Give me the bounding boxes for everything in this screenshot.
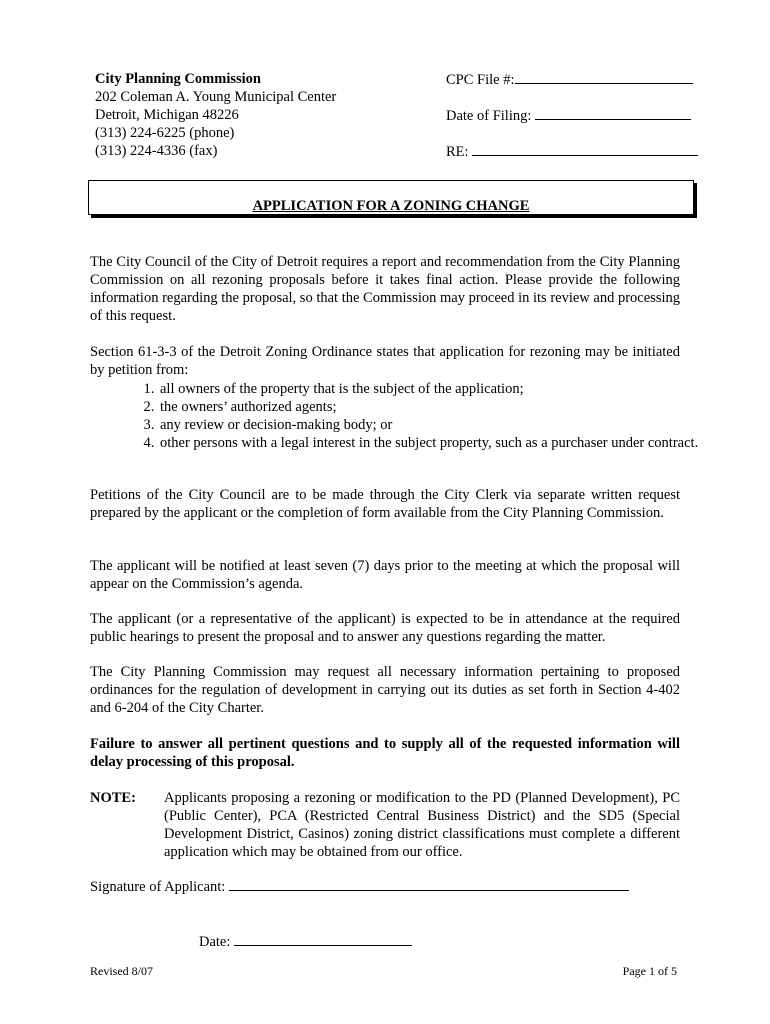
date-label: Date: [199,934,231,950]
signature-field[interactable] [90,877,629,896]
note-label: NOTE: [90,790,136,806]
list-item: 2. the owners’ authorized agents; [158,398,708,416]
date-field[interactable] [199,932,412,951]
section-paragraph: Section 61-3-3 of the Detroit Zoning Ordinance states that application for rezoning may be initiated by petition from: [90,344,680,378]
re-label: RE: [446,144,469,160]
warning-paragraph: Failure to answer all pertinent questions and to supply all of the requested information will delay processing of this proposal. [90,736,680,770]
date-of-filing-field[interactable] [446,106,691,125]
revised-date: Revised 8/07 [90,964,153,978]
date-input-line[interactable] [234,932,412,946]
title-box [88,180,694,215]
re-input-line[interactable] [472,142,698,156]
cpc-file-label: CPC File #: [446,72,515,88]
phone-number: (313) 224-6225 (phone) [95,125,235,141]
attendance-paragraph: The applicant (or a representative of the applicant) is expected to be in attendance at the required public hearings to present the proposal and to answer any questions regarding the matter. [90,611,680,645]
re-field[interactable] [446,142,698,161]
note-text: Applicants proposing a rezoning or modification to the PD (Planned Development), PC (Public Center), PCA (Restricted Central Business District) and the SD5 (Special Development District, Casinos) zoning district classifications must complete a different application which may be obtained from our office. [164,790,680,860]
list-item: 1. all owners of the property that is the subject of the application; [158,380,708,398]
address-line-1: 202 Coleman A. Young Municipal Center [95,89,337,105]
signature-input-line[interactable] [229,877,629,891]
page-number: Page 1 of 5 [622,964,677,978]
intro-paragraph: The City Council of the City of Detroit requires a report and recommendation from the City Planning Commission on all rezoning proposals before it takes final action. Please provide the following information regarding the proposal, so that the Commission may proceed in its review and processing of this request. [90,254,680,324]
fax-number: (313) 224-4336 (fax) [95,143,218,159]
cpc-file-field[interactable] [446,70,693,89]
date-of-filing-input-line[interactable] [535,106,691,120]
notification-paragraph: The applicant will be notified at least seven (7) days prior to the meeting at which the proposal will appear on the Commission’s agenda. [90,558,680,592]
address-line-2: Detroit, Michigan 48226 [95,107,239,123]
list-item: 3. any review or decision-making body; or [158,416,708,434]
list-item: 4. other persons with a legal interest in the subject property, such as a purchaser under contract. [158,434,708,452]
signature-label: Signature of Applicant: [90,879,226,895]
petition-list [130,380,708,452]
organization-name: City Planning Commission [95,71,261,87]
cpc-file-input-line[interactable] [515,70,693,84]
date-of-filing-label: Date of Filing: [446,108,532,124]
petitions-paragraph: Petitions of the City Council are to be made through the City Clerk via separate written request prepared by the applicant or the completion of form available from the City Planning Commission. [90,487,680,521]
page-title: APPLICATION FOR A ZONING CHANGE [252,198,530,214]
charter-paragraph: The City Planning Commission may request all necessary information pertaining to proposed ordinances for the regulation of development in carrying out its duties as set forth in Section 4-402 and 6-204 of the City Charter. [90,664,680,716]
